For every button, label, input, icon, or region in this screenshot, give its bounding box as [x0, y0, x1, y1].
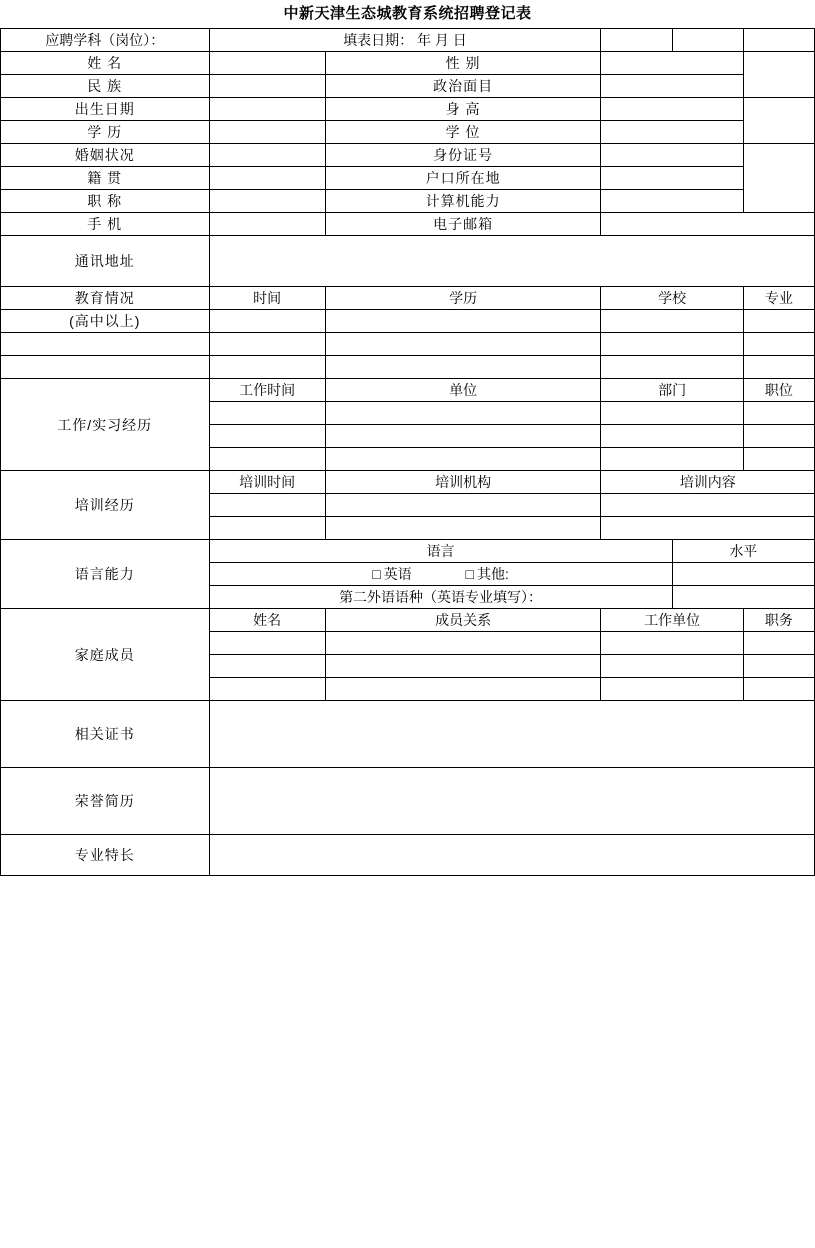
table-row-nation: [1, 75, 815, 98]
education-cell-major-1[interactable]: [743, 310, 814, 333]
table-row-honors: [1, 768, 815, 835]
family-section-label: 家庭成员: [1, 609, 210, 701]
family-col-name: 姓名: [209, 609, 325, 632]
family-cell-position-1[interactable]: [743, 632, 814, 655]
work-cell-time-3[interactable]: [209, 448, 325, 471]
label-english: 英语: [383, 566, 412, 582]
table-row-family-header: [1, 609, 815, 632]
certificates-label: 相关证书: [1, 701, 210, 768]
training-col-time: 培训时间: [209, 471, 325, 494]
education-cell-major-2[interactable]: [743, 333, 814, 356]
label-other: 其他:: [476, 566, 509, 582]
height-field[interactable]: [601, 98, 743, 121]
photo-cell[interactable]: [743, 52, 814, 98]
work-section-label: 工作/实习经历: [1, 379, 210, 471]
subject-label: 应聘学科（岗位）：: [1, 29, 210, 52]
header-blank-2[interactable]: [672, 29, 743, 52]
family-cell-company-3[interactable]: [601, 678, 743, 701]
table-row-birth: [1, 98, 815, 121]
family-cell-company-1[interactable]: [601, 632, 743, 655]
table-row-language-header: [1, 540, 815, 563]
photo-cell-3[interactable]: [743, 144, 814, 213]
education-cell-degree-2[interactable]: [325, 333, 601, 356]
specialty-label: 专业特长: [1, 835, 210, 876]
family-cell-name-2[interactable]: [209, 655, 325, 678]
table-row-title: [1, 190, 815, 213]
work-cell-company-2[interactable]: [325, 425, 601, 448]
language-col-level: 水平: [672, 540, 814, 563]
nation-label: 民 族: [1, 75, 210, 98]
email-label: 电子邮箱: [325, 213, 601, 236]
education-cell-school-1[interactable]: [601, 310, 743, 333]
training-col-institution: 培训机构: [325, 471, 601, 494]
height-label: 身 高: [325, 98, 601, 121]
family-col-position: 职务: [743, 609, 814, 632]
title-field[interactable]: [209, 190, 325, 213]
work-cell-company-1[interactable]: [325, 402, 601, 425]
family-col-relation: 成员关系: [325, 609, 601, 632]
political-label: 政治面目: [325, 75, 601, 98]
table-row-education-2: [1, 333, 815, 356]
table-row-education-header: [1, 287, 815, 310]
education-cell-degree-3[interactable]: [325, 356, 601, 379]
honors-label: 荣誉简历: [1, 768, 210, 835]
work-cell-department-3[interactable]: [601, 448, 743, 471]
family-cell-position-3[interactable]: [743, 678, 814, 701]
table-row-specialty: [1, 835, 815, 876]
language-col-language: 语言: [209, 540, 672, 563]
family-cell-company-2[interactable]: [601, 655, 743, 678]
work-col-company: 单位: [325, 379, 601, 402]
certificates-field[interactable]: [209, 701, 815, 768]
table-row-education: [1, 121, 815, 144]
birth-field[interactable]: [209, 98, 325, 121]
table-row-certificates: [1, 701, 815, 768]
education-col-time: 时间: [209, 287, 325, 310]
family-cell-relation-3[interactable]: [325, 678, 601, 701]
header-blank-3[interactable]: [743, 29, 814, 52]
training-cell-institution-1[interactable]: [325, 494, 601, 517]
degree-field[interactable]: [601, 121, 743, 144]
training-cell-content-1[interactable]: [601, 494, 815, 517]
education-cell-time-3[interactable]: [209, 356, 325, 379]
specialty-field[interactable]: [209, 835, 815, 876]
family-cell-position-2[interactable]: [743, 655, 814, 678]
training-cell-institution-2[interactable]: [325, 517, 601, 540]
work-cell-time-2[interactable]: [209, 425, 325, 448]
work-col-department: 部门: [601, 379, 743, 402]
gender-field[interactable]: [601, 52, 743, 75]
email-field[interactable]: [601, 213, 815, 236]
work-col-position: 职位: [743, 379, 814, 402]
second-language-label: 第二外语语种（英语专业填写）：: [209, 586, 672, 609]
nation-field[interactable]: [209, 75, 325, 98]
birth-label: 出生日期: [1, 98, 210, 121]
political-field[interactable]: [601, 75, 743, 98]
checkbox-other[interactable]: □: [465, 566, 474, 582]
education-cell-time-1[interactable]: [209, 310, 325, 333]
education-col-degree: 学历: [325, 287, 601, 310]
table-row-origin: [1, 167, 815, 190]
second-language-field[interactable]: [672, 586, 814, 609]
family-cell-name-1[interactable]: [209, 632, 325, 655]
family-cell-relation-1[interactable]: [325, 632, 601, 655]
page-title: 中新天津生态城教育系统招聘登记表: [283, 5, 532, 22]
education-rowlabel-blank-2: [1, 333, 210, 356]
work-cell-position-2[interactable]: [743, 425, 814, 448]
work-cell-department-1[interactable]: [601, 402, 743, 425]
table-row-mobile: [1, 213, 815, 236]
education-section-label: 教育情况: [1, 287, 210, 310]
table-row-education-3: [1, 356, 815, 379]
education-field[interactable]: [209, 121, 325, 144]
language-options-cell: [209, 563, 672, 586]
id-label: 身份证号: [325, 144, 601, 167]
work-cell-department-2[interactable]: [601, 425, 743, 448]
origin-label: 籍 贯: [1, 167, 210, 190]
education-rowlabel-blank-3: [1, 356, 210, 379]
education-cell-school-2[interactable]: [601, 333, 743, 356]
name-field[interactable]: [209, 52, 325, 75]
table-row-training-header: [1, 471, 815, 494]
table-row-header-info: [1, 29, 815, 52]
table-row-address: [1, 236, 815, 287]
checkbox-english[interactable]: □: [372, 566, 381, 582]
education-cell-degree-1[interactable]: [325, 310, 601, 333]
table-row-marital: [1, 144, 815, 167]
name-label: 姓 名: [1, 52, 210, 75]
table-row-name: [1, 52, 815, 75]
address-field[interactable]: [209, 236, 815, 287]
header-blank-1[interactable]: [601, 29, 672, 52]
education-cell-time-2[interactable]: [209, 333, 325, 356]
computer-field[interactable]: [601, 190, 743, 213]
work-cell-time-1[interactable]: [209, 402, 325, 425]
honors-field[interactable]: [209, 768, 815, 835]
origin-field[interactable]: [209, 167, 325, 190]
title-label: 职 称: [1, 190, 210, 213]
training-col-content: 培训内容: [601, 471, 815, 494]
gender-label: 性 别: [325, 52, 601, 75]
family-cell-name-3[interactable]: [209, 678, 325, 701]
work-cell-position-3[interactable]: [743, 448, 814, 471]
family-cell-relation-2[interactable]: [325, 655, 601, 678]
date-label: 填表日期： 年 月 日: [209, 29, 601, 52]
language-level-field[interactable]: [672, 563, 814, 586]
table-row-education-1: [1, 310, 815, 333]
training-section-label: 培训经历: [1, 471, 210, 540]
registration-table: [0, 28, 815, 876]
education-cell-school-3[interactable]: [601, 356, 743, 379]
residence-label: 户口所在地: [325, 167, 601, 190]
computer-label: 计算机能力: [325, 190, 601, 213]
training-cell-time-1[interactable]: [209, 494, 325, 517]
work-cell-company-3[interactable]: [325, 448, 601, 471]
work-cell-position-1[interactable]: [743, 402, 814, 425]
education-section-sublabel: (高中以上): [1, 310, 210, 333]
mobile-label: 手 机: [1, 213, 210, 236]
address-label: 通讯地址: [1, 236, 210, 287]
language-section-label: 语言能力: [1, 540, 210, 609]
mobile-field[interactable]: [209, 213, 325, 236]
marital-label: 婚姻状况: [1, 144, 210, 167]
education-cell-major-3[interactable]: [743, 356, 814, 379]
marital-field[interactable]: [209, 144, 325, 167]
training-cell-content-2[interactable]: [601, 517, 815, 540]
education-col-school: 学校: [601, 287, 743, 310]
training-cell-time-2[interactable]: [209, 517, 325, 540]
education-col-major: 专业: [743, 287, 814, 310]
table-row-work-header: [1, 379, 815, 402]
education-label: 学 历: [1, 121, 210, 144]
degree-label: 学 位: [325, 121, 601, 144]
photo-cell-2[interactable]: [743, 98, 814, 144]
residence-field[interactable]: [601, 167, 743, 190]
id-field[interactable]: [601, 144, 743, 167]
family-col-company: 工作单位: [601, 609, 743, 632]
work-col-time: 工作时间: [209, 379, 325, 402]
